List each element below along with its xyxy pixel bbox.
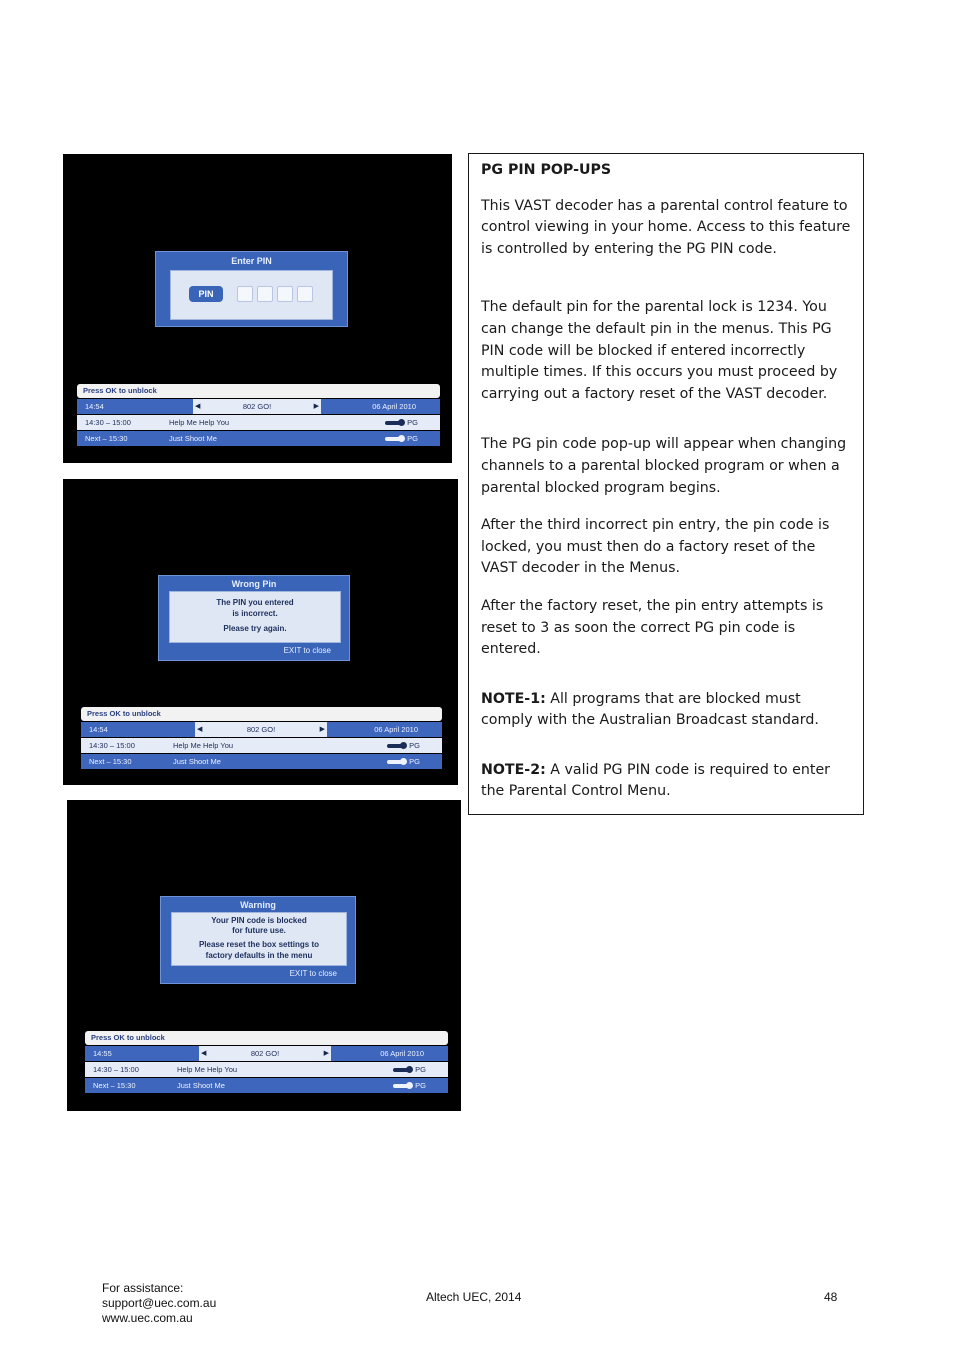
press-ok-bar: Press OK to unblock bbox=[81, 707, 442, 721]
note-1-label: NOTE-1: bbox=[481, 690, 546, 707]
pin-entry-area bbox=[170, 270, 333, 320]
paragraph-locked: After the third incorrect pin entry, the pin code is locked, you must then do a factory reset of the VAST decoder in the Menus. bbox=[481, 517, 830, 577]
pin-label: PIN bbox=[189, 286, 223, 302]
next-time: Next – 15:30 bbox=[85, 434, 128, 443]
next-time: Next – 15:30 bbox=[89, 757, 132, 766]
channel-name: 802 GO! bbox=[242, 402, 272, 411]
channel-name: 802 GO! bbox=[246, 725, 276, 734]
next-rating: PG bbox=[415, 1081, 426, 1090]
now-title: Help Me Help You bbox=[169, 418, 230, 427]
page-number: 48 bbox=[824, 1290, 838, 1304]
warning-screenshot bbox=[67, 800, 461, 1111]
key-icon bbox=[387, 760, 405, 764]
paragraph-intro: This VAST decoder has a parental control feature to control viewing in your home. Access to this feature is controlled by entering the PG PIN code. bbox=[481, 197, 851, 257]
press-ok-bar: Press OK to unblock bbox=[85, 1031, 448, 1045]
footer-email-link[interactable]: support@uec.com.au bbox=[102, 1296, 217, 1310]
right-arrow-icon[interactable]: ▶ bbox=[313, 403, 319, 410]
channel-row bbox=[81, 722, 442, 737]
now-time: 14:30 – 15:00 bbox=[85, 418, 131, 427]
left-arrow-icon[interactable]: ◀ bbox=[197, 726, 203, 733]
message-area bbox=[171, 912, 347, 966]
now-title: Help Me Help You bbox=[173, 741, 234, 750]
pin-digit-box[interactable] bbox=[297, 286, 313, 302]
next-rating: PG bbox=[409, 757, 420, 766]
next-row bbox=[85, 1078, 448, 1093]
now-title: Help Me Help You bbox=[177, 1065, 238, 1074]
pin-digit-box[interactable] bbox=[237, 286, 253, 302]
note-2-label: NOTE-2: bbox=[481, 761, 546, 778]
press-ok-bar: Press OK to unblock bbox=[77, 384, 440, 398]
footer-assistance bbox=[102, 1281, 216, 1326]
exit-hint[interactable]: EXIT to close bbox=[289, 969, 337, 978]
now-time: 14:30 – 15:00 bbox=[93, 1065, 139, 1074]
message-line: Your PIN code is blocked bbox=[211, 916, 307, 925]
footer-website-link[interactable]: www.uec.com.au bbox=[102, 1311, 193, 1325]
channel-row bbox=[77, 399, 440, 414]
channel-row bbox=[85, 1046, 448, 1061]
dialog-title: Wrong Pin bbox=[231, 579, 277, 589]
message-line: for future use. bbox=[232, 926, 286, 935]
next-title: Just Shoot Me bbox=[173, 757, 221, 766]
warning-dialog bbox=[160, 896, 356, 984]
dialog-title: Warning bbox=[240, 900, 276, 910]
key-icon bbox=[393, 1084, 411, 1088]
key-icon bbox=[387, 744, 405, 748]
clock: 14:55 bbox=[93, 1049, 112, 1058]
message-line: Please try again. bbox=[223, 624, 287, 633]
date: 06 April 2010 bbox=[372, 402, 416, 411]
channel-name: 802 GO! bbox=[250, 1049, 280, 1058]
note-1 bbox=[481, 689, 851, 732]
date: 06 April 2010 bbox=[380, 1049, 424, 1058]
right-arrow-icon[interactable]: ▶ bbox=[319, 726, 325, 733]
pin-digit-box[interactable] bbox=[277, 286, 293, 302]
pin-digit-box[interactable] bbox=[257, 286, 273, 302]
clock: 14:54 bbox=[85, 402, 104, 411]
now-row bbox=[85, 1062, 448, 1077]
next-rating: PG bbox=[407, 434, 418, 443]
date: 06 April 2010 bbox=[374, 725, 418, 734]
exit-hint[interactable]: EXIT to close bbox=[283, 646, 331, 655]
now-row bbox=[81, 738, 442, 753]
left-arrow-icon[interactable]: ◀ bbox=[195, 403, 201, 410]
next-time: Next – 15:30 bbox=[93, 1081, 136, 1090]
paragraph-reset: After the factory reset, the pin entry attempts is reset to 3 as soon the correct PG pin code is entered. bbox=[481, 597, 824, 658]
message-line: factory defaults in the menu bbox=[205, 951, 313, 960]
next-title: Just Shoot Me bbox=[169, 434, 217, 443]
paragraph-default-pin: The default pin for the parental lock is 1234. You can change the default pin in the menus. This PG PIN code will be blocked if entered incorrectly multiple times. If this occurs you must proceed by carrying out a factory reset of the VAST decoder. bbox=[481, 299, 838, 402]
dialog-title: Enter PIN bbox=[231, 256, 272, 266]
next-row bbox=[77, 431, 440, 446]
message-line: Please reset the box settings to bbox=[198, 940, 320, 949]
info-bar bbox=[85, 1031, 448, 1093]
channel-box bbox=[193, 399, 321, 414]
channel-box bbox=[199, 1046, 331, 1061]
channel-box bbox=[195, 722, 327, 737]
clock: 14:54 bbox=[89, 725, 108, 734]
now-rating: PG bbox=[409, 741, 420, 750]
message-line: The PIN you entered bbox=[216, 598, 294, 607]
message-line: is incorrect. bbox=[232, 609, 278, 618]
right-arrow-icon[interactable]: ▶ bbox=[323, 1050, 329, 1057]
key-icon bbox=[385, 421, 403, 425]
panel-title: PG PIN POP-UPS bbox=[481, 162, 612, 178]
now-time: 14:30 – 15:00 bbox=[89, 741, 135, 750]
enter-pin-dialog bbox=[155, 251, 348, 327]
note-2 bbox=[481, 760, 851, 803]
next-title: Just Shoot Me bbox=[177, 1081, 225, 1090]
note-1-text: All programs that are blocked must comply with the Australian Broadcast standard. bbox=[481, 690, 819, 729]
pg-pin-info-panel bbox=[468, 153, 864, 815]
info-bar bbox=[77, 384, 440, 446]
now-rating: PG bbox=[415, 1065, 426, 1074]
now-row bbox=[77, 415, 440, 430]
enter-pin-screenshot bbox=[63, 154, 452, 463]
paragraph-popup: The PG pin code pop-up will appear when changing channels to a parental blocked program or when a parental blocked program begins. bbox=[481, 436, 847, 496]
key-icon bbox=[393, 1068, 411, 1072]
note-2-text: A valid PG PIN code is required to enter the Parental Control Menu. bbox=[481, 761, 831, 800]
now-rating: PG bbox=[407, 418, 418, 427]
wrong-pin-screenshot bbox=[63, 479, 458, 785]
footer-copyright: Altech UEC, 2014 bbox=[426, 1290, 522, 1304]
wrong-pin-dialog bbox=[158, 575, 350, 661]
info-bar bbox=[81, 707, 442, 769]
key-icon bbox=[385, 437, 403, 441]
footer-assistance-label: For assistance: bbox=[102, 1281, 184, 1295]
left-arrow-icon[interactable]: ◀ bbox=[201, 1050, 207, 1057]
message-area bbox=[169, 591, 341, 643]
next-row bbox=[81, 754, 442, 769]
